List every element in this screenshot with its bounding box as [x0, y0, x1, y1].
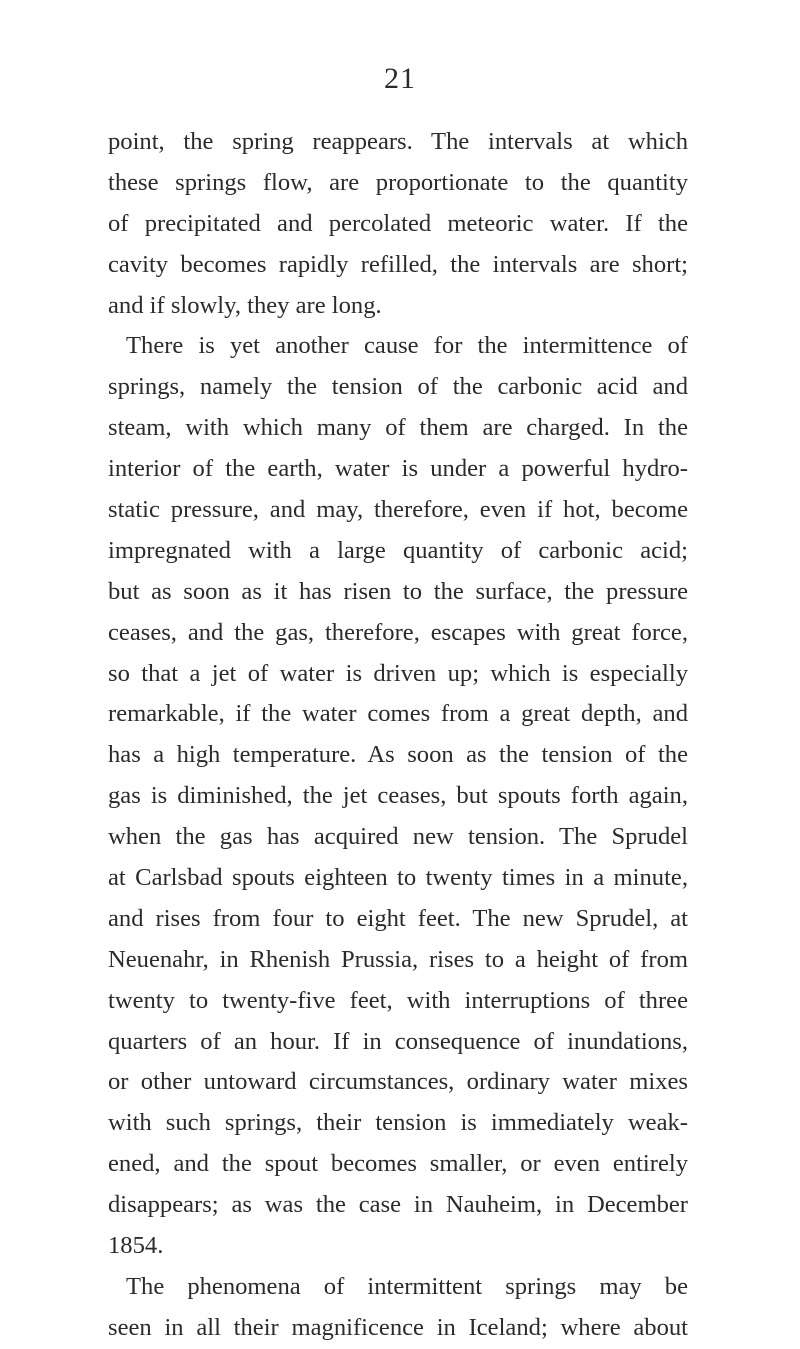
text-line: There is yet another cause for the intermittence of — [126, 332, 688, 360]
text-line: these springs flow, are proportionate to the quantity — [108, 168, 688, 196]
text-line: when the gas has acquired new tension. The Sprudel — [108, 823, 688, 851]
text-line: so that a jet of water is driven up; which is especially — [108, 659, 688, 687]
text-line: and if slowly, they are long. — [108, 291, 382, 319]
text-line: steam, with which many of them are charged. In the — [108, 414, 688, 442]
text-line: The phenomena of intermittent springs may be — [126, 1272, 688, 1300]
text-line: seen in all their magnificence in Iceland; where about — [108, 1313, 688, 1341]
text-line: or other untoward circumstances, ordinary water mixes — [108, 1068, 688, 1096]
text-line: at Carlsbad spouts eighteen to twenty times in a minute, — [108, 864, 688, 892]
text-line: static pressure, and may, therefore, even if hot, become — [108, 496, 688, 524]
body-text — [108, 122, 688, 1349]
text-line: of precipitated and percolated meteoric water. If the — [108, 209, 688, 237]
text-line: has a high temperature. As soon as the tension of the — [108, 741, 688, 769]
text-line: but as soon as it has risen to the surface, the pressure — [108, 577, 688, 605]
text-line: remarkable, if the water comes from a great depth, and — [108, 700, 688, 728]
text-line: point, the spring reappears. The intervals at which — [108, 128, 688, 155]
text-line: ceases, and the gas, therefore, escapes with great force, — [108, 618, 688, 646]
text-line: cavity becomes rapidly refilled, the intervals are short; — [108, 250, 688, 278]
text-line: interior of the earth, water is under a powerful hydro- — [108, 455, 688, 483]
page-number: 21 — [384, 62, 416, 95]
text-line: quarters of an hour. If in consequence of inundations, — [108, 1027, 688, 1055]
text-line: disappears; as was the case in Nauheim, in December — [108, 1191, 688, 1219]
text-line: springs, namely the tension of the carbonic acid and — [108, 373, 688, 401]
text-line: impregnated with a large quantity of carbonic acid; — [108, 536, 688, 564]
text-line: and rises from four to eight feet. The new Sprudel, at — [108, 904, 688, 932]
text-line: ened, and the spout becomes smaller, or even entirely — [108, 1150, 688, 1178]
text-line: 1854. — [108, 1232, 164, 1260]
text-line: with such springs, their tension is immediately weak- — [108, 1109, 688, 1137]
text-line: twenty to twenty-five feet, with interruptions of three — [108, 986, 688, 1014]
text-line: gas is diminished, the jet ceases, but spouts forth again, — [108, 782, 688, 810]
text-line: Neuenahr, in Rhenish Prussia, rises to a height of from — [108, 945, 688, 973]
